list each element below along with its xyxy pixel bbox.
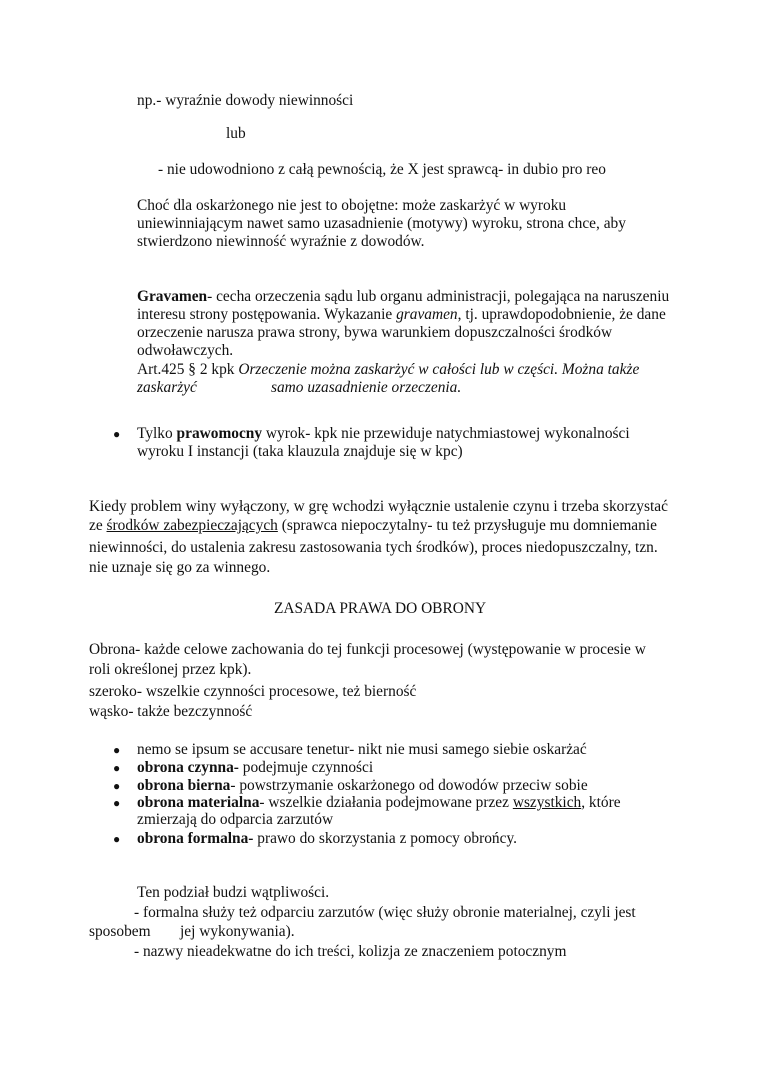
list-item: nemo se ipsum se accusare tenetur- nikt nie musi samego siebie oskarżać xyxy=(137,741,587,758)
prawomocny-line-1 xyxy=(137,424,630,444)
kiedy-line-4: nie uznaje się go za winnego. xyxy=(89,559,271,576)
prawomocny-rest: wyrok- kpk nie przewiduje natychmiastowej wykonalności xyxy=(262,425,630,442)
kiedy-line-1: Kiedy problem winy wyłączony, w grę wchodzi wyłącznie ustalenie czynu i trzeba skorzystać xyxy=(89,498,668,515)
art-quote-2a: zaskarżyć xyxy=(137,379,197,396)
prawomocny-line-2: wyroku I instancji (taka klauzula znajduje się w kpc) xyxy=(137,443,463,460)
prawomocny-pre: Tylko xyxy=(137,425,177,442)
gravamen-term: Gravamen xyxy=(137,288,208,305)
list-term: obrona formalna- xyxy=(137,830,254,847)
kiedy-line-3: niewinności, do ustalenia zakresu zastosowania tych środków), proces niedopuszczalny, tzn. xyxy=(89,539,658,556)
kiedy-text: ze xyxy=(89,517,107,534)
list-text: podejmuje czynności xyxy=(238,759,374,776)
kiedy-line-2 xyxy=(89,516,657,536)
bullet-icon: ● xyxy=(113,427,121,441)
choc-line-3: stwierdzono niewinność wyraźnie z dowodów. xyxy=(137,233,425,250)
choc-line-2: uniewinniającym nawet samo uzasadnienie (motywy) wyroku, strona chce, aby xyxy=(137,215,626,232)
wszystkich-link[interactable]: wszystkich xyxy=(512,794,582,811)
podzial-line-3b: jej wykonywania). xyxy=(180,923,295,940)
list-text: - powstrzymanie oskarżonego od dowodów przeciw sobie xyxy=(230,777,588,794)
gravamen-line-4: odwoławczych. xyxy=(137,342,234,359)
gravamen-italic: gravamen xyxy=(396,306,458,323)
bullet-icon: ● xyxy=(113,761,121,775)
obrona-line-4: wąsko- także bezczynność xyxy=(89,703,253,720)
prawomocny-term: prawomocny xyxy=(176,425,263,442)
gravamen-line-1 xyxy=(137,287,669,307)
not-proven-line: - nie udowodniono z całą pewnością, że X jest sprawcą- in dubio pro reo xyxy=(158,161,606,178)
podzial-line-3a: sposobem xyxy=(89,923,151,940)
podzial-line-2: - formalna służy też odparciu zarzutów (więc służy obronie materialnej, czyli jest xyxy=(134,904,636,921)
obrona-line-1: Obrona- każde celowe zachowania do tej funkcji procesowej (występowanie w procesie w xyxy=(89,641,646,658)
art-line-1 xyxy=(137,360,639,380)
example-line: np.- wyraźnie dowody niewinności xyxy=(137,92,354,109)
bullet-icon: ● xyxy=(113,743,121,757)
podzial-line-1: Ten podział budzi wątpliwości. xyxy=(137,884,330,901)
list-text: - wszelkie działania podejmowane przez xyxy=(259,794,513,811)
list-term: obrona materialna xyxy=(137,794,260,811)
obrona-line-2: roli określonej przez kpk). xyxy=(89,661,252,678)
art-line-2b xyxy=(271,378,461,398)
list-term: obrona czynna- xyxy=(137,759,239,776)
obrona-line-3: szeroko- wszelkie czynności procesowe, też bierność xyxy=(89,683,417,700)
podzial-line-4: - nazwy nieadekwatne do ich treści, kolizja ze znaczeniem potocznym xyxy=(134,943,567,960)
list-item xyxy=(137,829,517,849)
list-text: prawo do skorzystania z pomocy obrońcy. xyxy=(253,830,518,847)
bullet-icon: ● xyxy=(113,796,121,810)
list-text-b: , które xyxy=(581,794,621,811)
choc-line-1: Choć dla oskarżonego nie jest to obojętne: może zaskarżyć w wyroku xyxy=(137,197,567,214)
art-quote-2b: samo uzasadnienie orzeczenia. xyxy=(271,379,462,396)
srodki-link[interactable]: środków zabezpieczających xyxy=(106,517,278,534)
kiedy-text-b: (sprawca niepoczytalny- tu też przysługuje mu domniemanie xyxy=(277,517,657,534)
gravamen-def: - cecha orzeczenia sądu lub organu administracji, polegająca na naruszeniu xyxy=(207,288,670,305)
bullet-icon: ● xyxy=(113,779,121,793)
list-item-continuation: zmierzają do odparcia zarzutów xyxy=(137,811,334,828)
art-ref: Art.425 § 2 kpk xyxy=(137,361,239,378)
gravamen-text-b: , tj. uprawdopodobnienie, że dane xyxy=(457,306,666,323)
section-heading: ZASADA PRAWA DO OBRONY xyxy=(273,600,487,617)
list-term: obrona bierna xyxy=(137,777,231,794)
list-item xyxy=(137,758,373,778)
art-quote: Orzeczenie można zaskarżyć w całości lub w części. Można także xyxy=(238,361,640,378)
bullet-icon: ● xyxy=(113,832,121,846)
or-line: lub xyxy=(226,125,246,142)
gravamen-line-3: orzeczenie narusza prawa strony, bywa warunkiem dopuszczalności środków xyxy=(137,324,613,341)
gravamen-line-2 xyxy=(137,305,666,325)
art-line-2 xyxy=(137,378,197,398)
gravamen-text: interesu strony postępowania. Wykazanie xyxy=(137,306,397,323)
